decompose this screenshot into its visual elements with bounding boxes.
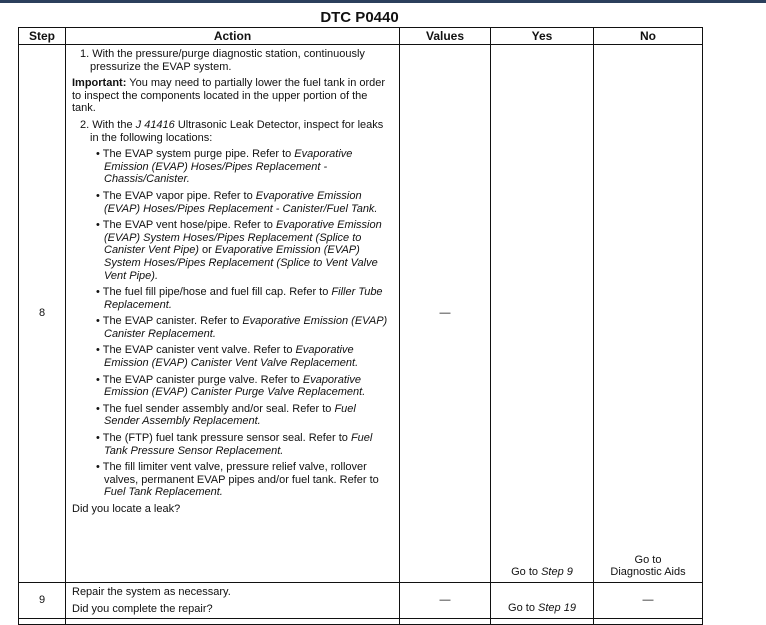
- item-text: The EVAP vapor pipe. Refer to: [102, 189, 256, 202]
- item-text: The (FTP) fuel tank pressure sensor seal. Refer to: [102, 432, 351, 445]
- step-number: 9: [19, 583, 66, 619]
- values-cell: —: [400, 583, 491, 619]
- location-item: • The (FTP) fuel tank pressure sensor seal. Refer to Fuel Tank Pressure Sensor Replacement.: [96, 432, 373, 457]
- instruction-2-text: 2. With the: [80, 118, 136, 131]
- values-cell: —: [400, 45, 491, 583]
- reference-link[interactable]: Fuel Tank Pressure Sensor Replacement.: [104, 432, 373, 457]
- reference-link[interactable]: Evaporative Emission (EVAP) Canister Vent Valve Replacement.: [104, 344, 359, 370]
- item-text: The EVAP canister. Refer to: [102, 315, 243, 328]
- location-item: • The fuel fill pipe/hose and fuel fill cap. Refer to Filler Tube Replacement.: [96, 286, 383, 311]
- item-text: or: [198, 244, 215, 257]
- important-note: [72, 77, 391, 115]
- location-item: • The fill limiter vent valve, pressure relief valve, rollover valves, permanent EVAP pipes and/or fuel tank. Refer to Fuel Tank Replacement.: [96, 461, 379, 499]
- reference-link[interactable]: Evaporative Emission (EVAP) System Hoses/Pipes Replacement (Splice to Vent Valve Vent Pipe).: [104, 244, 378, 282]
- instruction-1: 1. With the pressure/purge diagnostic station, continuously pressurize the EVAP system.: [80, 48, 365, 73]
- location-item: • The EVAP canister purge valve. Refer to Evaporative Emission (EVAP) Canister Purge Valve Replacement.: [96, 373, 366, 399]
- item-text: The EVAP canister purge valve. Refer to: [102, 373, 303, 386]
- table-header-row: [19, 28, 703, 45]
- yes-prefix: Go to: [508, 602, 539, 615]
- no-cell: [594, 45, 703, 583]
- yes-cell: [491, 45, 594, 583]
- location-item: • The EVAP vent hose/pipe. Refer to Evaporative Emission (EVAP) System Hoses/Pipes Replacement (Splice to Canister Vent Pipe) or Evaporative Emission (EVAP) System Hoses/Pipes Replacement (Splice to Vent Valve Vent Pipe).: [96, 219, 382, 282]
- table-row: [19, 583, 703, 619]
- action-cell: [66, 45, 400, 583]
- item-text: The EVAP system purge pipe. Refer to: [102, 148, 295, 161]
- yes-prefix: Go to: [511, 566, 542, 579]
- location-item: • The EVAP canister vent valve. Refer to Evaporative Emission (EVAP) Canister Vent Valve Replacement.: [96, 344, 359, 370]
- diagnostic-table: [18, 27, 703, 625]
- header-yes: Yes: [491, 28, 594, 45]
- header-values: Values: [400, 28, 491, 45]
- instruction-2: [80, 119, 391, 144]
- location-list: [72, 148, 391, 499]
- location-item: • The EVAP system purge pipe. Refer to Evaporative Emission (EVAP) Hoses/Pipes Replacement - Chassis/Canister.: [96, 148, 353, 186]
- instruction-2-text-end: Ultrasonic Leak Detector, inspect for leaks in the following locations:: [90, 118, 384, 144]
- header-no: No: [594, 28, 703, 45]
- top-border: [0, 0, 766, 3]
- reference-link[interactable]: Evaporative Emission (EVAP) Canister Replacement.: [104, 315, 388, 340]
- reference-link[interactable]: Filler Tube Replacement.: [104, 286, 383, 311]
- yes-step-link[interactable]: Step 19: [538, 602, 576, 615]
- tool-number: J 41416: [135, 118, 175, 131]
- no-cell: —: [594, 583, 703, 619]
- location-item: • The EVAP canister. Refer to Evaporative Emission (EVAP) Canister Replacement.: [96, 315, 388, 340]
- page-title: DTC P0440: [320, 9, 399, 26]
- no-diagnostic-aids-link[interactable]: Diagnostic Aids: [610, 566, 686, 579]
- question: Did you complete the repair?: [72, 602, 213, 615]
- action-cell: [66, 583, 400, 619]
- yes-cell: [491, 583, 594, 619]
- item-text: The fuel fill pipe/hose and fuel fill cap. Refer to: [102, 286, 332, 299]
- reference-link[interactable]: Evaporative Emission (EVAP) Canister Purge Valve Replacement.: [104, 373, 366, 399]
- item-text: The fuel sender assembly and/or seal. Refer to: [102, 402, 335, 415]
- item-text: The fill limiter vent valve, pressure relief valve, rollover valves, permanent EVAP pipes and/or fuel tank. Refer to: [102, 461, 379, 486]
- location-item: • The fuel sender assembly and/or seal. Refer to Fuel Sender Assembly Replacement.: [96, 402, 356, 428]
- reference-link[interactable]: Evaporative Emission (EVAP) System Hoses/Pipes Replacement (Splice to Canister Vent Pipe): [104, 219, 382, 257]
- question: Did you locate a leak?: [72, 503, 181, 515]
- no-line-1: Go to: [634, 553, 662, 566]
- table-row: [19, 619, 703, 625]
- action-text: Repair the system as necessary.: [72, 586, 231, 598]
- item-text: The EVAP vent hose/pipe. Refer to: [102, 219, 276, 232]
- reference-link[interactable]: Evaporative Emission (EVAP) Hoses/Pipes Replacement - Canister/Fuel Tank.: [104, 189, 378, 215]
- header-action: Action: [66, 28, 400, 45]
- reference-link[interactable]: Fuel Tank Replacement.: [104, 486, 223, 499]
- important-label: Important:: [72, 77, 127, 90]
- important-text: You may need to partially lower the fuel tank in order to inspect the components located in the upper portion of the tank.: [72, 77, 386, 115]
- location-item: • The EVAP vapor pipe. Refer to Evaporative Emission (EVAP) Hoses/Pipes Replacement - Canister/Fuel Tank.: [96, 189, 378, 215]
- step-number: 8: [19, 45, 66, 583]
- item-text: The EVAP canister vent valve. Refer to: [102, 344, 296, 357]
- reference-link[interactable]: Fuel Sender Assembly Replacement.: [104, 402, 356, 428]
- yes-step-link[interactable]: Step 9: [541, 566, 573, 579]
- reference-link[interactable]: Evaporative Emission (EVAP) Hoses/Pipes Replacement - Chassis/Canister.: [104, 148, 353, 186]
- table-row: [19, 45, 703, 583]
- header-step: Step: [19, 28, 66, 45]
